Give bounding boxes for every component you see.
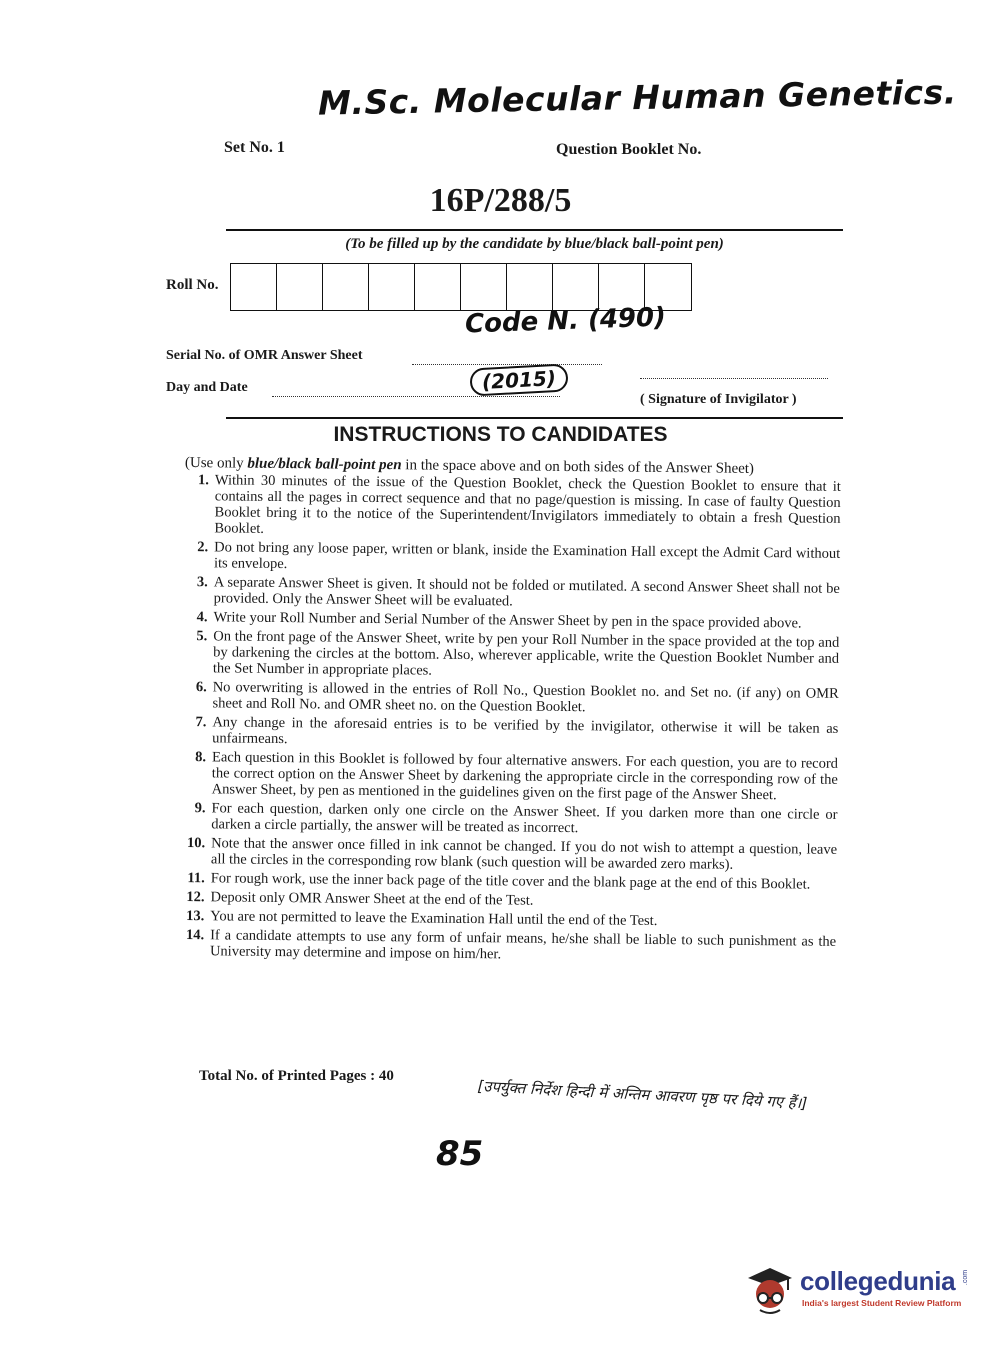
instruction-text: If a candidate attempts to use any form of unfair means, he/she shall be liable to such punishment as the University may determine and impose on him/her.	[209, 927, 837, 963]
omr-serial-label: Serial No. of OMR Answer Sheet	[166, 348, 363, 363]
handwritten-code-number: Code N. (490)	[464, 302, 667, 340]
set-number: Set No. 1	[224, 139, 285, 156]
roll-digit-box[interactable]	[415, 264, 461, 310]
instruction-text: For each question, darken only one circle on the Answer Sheet. If you darken more than one circle or darken a circle partially, the answer will be treated as incorrect.	[211, 800, 838, 837]
instruction-text: Do not bring any loose paper, written or blank, inside the Examination Hall except the Admit Card without its envelope.	[213, 539, 841, 573]
instruction-item	[182, 472, 841, 543]
instruction-text: Any change in the aforesaid entries is to be verified by the invigilator, otherwise it will be taken as unfairmeans.	[212, 714, 839, 748]
instruction-number: 11.	[187, 870, 205, 887]
instruction-text: Within 30 minutes of the issue of the Question Booklet, check the Question Booklet to ensure that it contains all the pages in correct sequence and that no page/question is missing. In case of faulty Question Booklet bring it to the notice of the Superintendent/Invigilators immediately to obtain a fresh Question Booklet.	[214, 472, 841, 537]
instruction-text: You are not permitted to leave the Examination Hall until the end of the Test.	[210, 908, 658, 929]
roll-digit-box[interactable]	[461, 264, 507, 310]
instruction-number: 4.	[196, 609, 208, 626]
instruction-text: For rough work, use the inner back page of the title cover and the blank page at the end of this Booklet.	[210, 870, 811, 893]
instructions-heading: INSTRUCTIONS TO CANDIDATES	[333, 423, 668, 446]
handwritten-number: 85	[436, 1134, 484, 1174]
fill-instruction-note: (To be filled up by the candidate by blue/black ball-point pen)	[345, 236, 724, 252]
instructions-list	[178, 472, 841, 969]
instruction-item	[180, 749, 838, 804]
instruction-item	[178, 927, 836, 966]
mascot-icon	[744, 1264, 796, 1316]
instruction-item	[180, 679, 838, 718]
handwritten-year: (2015)	[469, 363, 568, 396]
brand-suffix: .com	[962, 1269, 970, 1286]
instruction-text: Write your Roll Number and Serial Number of the Answer Sheet by pen in the space provided above.	[213, 609, 802, 632]
roll-number-label: Roll No.	[166, 277, 219, 293]
subheading-post: in the space above and on both sides of the Answer Sheet)	[401, 457, 755, 477]
omr-serial-field[interactable]	[412, 364, 602, 365]
handwritten-course-title: M.Sc. Molecular Human Genetics.	[317, 72, 958, 123]
roll-digit-box[interactable]	[323, 264, 369, 310]
instruction-number: 1.	[197, 472, 209, 489]
subheading-emphasis: blue/black ball-point pen	[247, 455, 402, 474]
instruction-item	[180, 714, 838, 753]
instruction-number: 13.	[186, 908, 205, 925]
instruction-text: Note that the answer once filled in ink cannot be changed. If you do not wish to attempt a question, leave all the circles in the corresponding row blank (such question will be awarded zero marks).	[210, 835, 838, 873]
paper-code: 16P/288/5	[429, 182, 572, 219]
invigilator-signature-field[interactable]	[640, 378, 828, 379]
collegedunia-watermark	[744, 1262, 974, 1318]
instruction-item	[181, 628, 839, 683]
instruction-item	[182, 574, 840, 613]
instruction-number: 14.	[185, 927, 205, 944]
brand-tagline: India's largest Student Review Platform	[802, 1298, 962, 1308]
roll-digit-box[interactable]	[507, 264, 553, 310]
instruction-number: 3.	[196, 574, 208, 591]
instruction-text: A separate Answer Sheet is given. It should not be folded or mutilated. A second Answer Sheet shall not be provided. Only the Answer Sheet will be evaluated.	[213, 574, 840, 610]
divider-bottom	[226, 417, 843, 419]
instruction-text: Each question in this Booklet is followed by four alternative answers. For each question, you are to record the correct option on the Answer Sheet by darkening the appropriate circle in the corresponding row of the Answer Sheet, by pen as mentioned in the guidelines given on the first page of the Answer Sheet.	[211, 749, 839, 804]
total-printed-pages: Total No. of Printed Pages : 40	[199, 1068, 394, 1084]
brand-name: collegedunia	[800, 1266, 956, 1296]
roll-digit-box[interactable]	[369, 264, 415, 310]
instruction-item	[179, 800, 837, 839]
instruction-number: 10.	[186, 835, 206, 852]
roll-digit-box[interactable]	[231, 264, 277, 310]
instruction-number: 5.	[196, 628, 208, 645]
subheading-pre: (Use only	[184, 455, 248, 472]
instruction-number: 12.	[186, 889, 205, 906]
instruction-item	[179, 835, 837, 874]
question-booklet-label: Question Booklet No.	[556, 141, 702, 158]
invigilator-signature-label: ( Signature of Invigilator )	[640, 392, 797, 407]
instruction-text: No overwriting is allowed in the entries of Roll No., Question Booklet no. and Set no. (if any) on OMR sheet and Roll No. and OMR sheet no. on the Question Booklet.	[212, 679, 839, 716]
instruction-item	[182, 539, 840, 578]
instruction-number: 6.	[195, 679, 207, 696]
day-date-label: Day and Date	[166, 380, 248, 395]
roll-digit-box[interactable]	[553, 264, 599, 310]
instruction-number: 8.	[195, 749, 207, 766]
hindi-instructions-note: [उपर्युक्त निर्देश हिन्दी में अन्तिम आवरण पृष्ठ पर दिये गए हैं।]	[477, 1076, 808, 1113]
day-date-field[interactable]	[272, 396, 560, 397]
instruction-text: On the front page of the Answer Sheet, write by pen your Roll Number in the space provided at the top and by darkening the circles at the bottom. Also, wherever applicable, write the Question Booklet Number and the Set Number in appropriate places.	[212, 628, 840, 679]
instruction-number: 9.	[194, 800, 206, 817]
instruction-text: Deposit only OMR Answer Sheet at the end of the Test.	[210, 889, 534, 909]
roll-digit-box[interactable]	[277, 264, 323, 310]
divider-top	[226, 229, 843, 231]
instruction-number: 2.	[197, 539, 209, 556]
instruction-number: 7.	[195, 714, 207, 731]
